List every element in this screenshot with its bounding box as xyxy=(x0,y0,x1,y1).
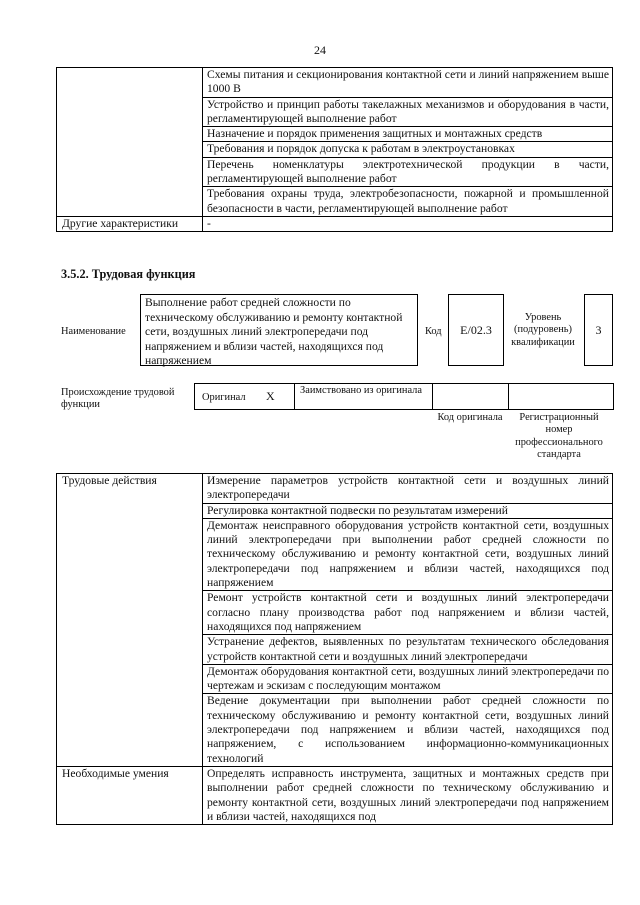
action-item: Демонтаж оборудования контактной сети, воздушных линий электропередачи по чертежам и эскизам с последующим монтажом xyxy=(203,664,613,694)
page-number: 24 xyxy=(314,43,326,57)
actions-table xyxy=(56,473,613,825)
origin-divider xyxy=(432,383,433,410)
level-value: 3 xyxy=(595,322,602,337)
function-name: Выполнение работ средней сложности по техническому обслуживанию и ремонту контактной сети, воздушных линий электропередачи под напряжением и вблизи частей, находящихся под напряжением xyxy=(145,296,403,368)
table-row xyxy=(57,766,613,824)
actions-label: Трудовые действия xyxy=(57,474,203,767)
function-name-box xyxy=(140,294,418,366)
action-item: Демонтаж неисправного оборудования устройств контактной сети, воздушных линий электропередачи при выполнении работ средней сложности по техническому обслуживанию и ремонту контактной сети, воздушных линий электропередачи под напряжением и вблизи частей, находящихся под напряжением xyxy=(203,518,613,590)
code-value: E/02.3 xyxy=(460,322,492,337)
table-cell: Схемы питания и секционирования контактной сети и линий напряжением выше 1000 В xyxy=(203,68,613,98)
code-original-label: Код оригинала xyxy=(437,412,503,423)
table-row xyxy=(57,474,613,504)
origin-label: Происхождение трудовой функции xyxy=(61,387,175,411)
action-item: Ведение документации при выполнении работ средней сложности по техническому обслуживанию и ремонту контактной сети, воздушных линий электропередачи под напряжением и вблизи частей, находящихся под напряжением, с использованием информационно-коммуникационных технологий xyxy=(203,694,613,766)
name-label: Наименование xyxy=(61,326,126,337)
table-cell: Требования охраны труда, электробезопасности, пожарной и промышленной безопасности в части, регламентирующей выполнение работ xyxy=(203,187,613,217)
skill-item: Определять исправность инструмента, защитных и монтажных средств при выполнении работ средней сложности по техническому обслуживанию и ремонту контактной сети, воздушных линий электропередачи под напряжением и вблизи частей, находящихся под xyxy=(203,766,613,824)
table-row xyxy=(57,68,613,98)
table-cell: Перечень номенклатуры электротехнической продукции в части, регламентирующей выполнение работ xyxy=(203,157,613,187)
action-item: Устранение дефектов, выявленных по результатам технического обследования устройств контактной сети и воздушных линий электропередачи xyxy=(203,635,613,665)
table-cell: Требования и порядок допуска к работам в электроустановках xyxy=(203,142,613,157)
borrowed-label: Заимствовано из оригинала xyxy=(300,385,422,396)
other-characteristics-label: Другие характеристики xyxy=(57,216,203,231)
table-row xyxy=(57,216,613,231)
code-value-box xyxy=(448,294,504,366)
other-characteristics-value: - xyxy=(203,216,613,231)
code-label: Код xyxy=(425,326,442,337)
skills-label: Необходимые умения xyxy=(57,766,203,824)
registration-label: Регистрационный номер профессионального стандарта xyxy=(515,412,603,461)
action-item: Ремонт устройств контактной сети и воздушных линий электропередачи согласно плану производства работ под напряжением и вблизи частей, находящихся под напряжением xyxy=(203,591,613,635)
knowledge-table xyxy=(56,67,613,232)
origin-divider xyxy=(508,383,509,410)
level-label: Уровень (подуровень) квалификации xyxy=(511,312,575,348)
action-item: Измерение параметров устройств контактной сети и воздушных линий электропередачи xyxy=(203,474,613,504)
table-cell: Назначение и порядок применения защитных и монтажных средств xyxy=(203,127,613,142)
action-item: Регулировка контактной подвески по результатам измерений xyxy=(203,503,613,518)
origin-divider xyxy=(294,383,295,410)
table-cell-left xyxy=(57,68,203,217)
level-value-box xyxy=(584,294,613,366)
table-cell: Устройство и принцип работы такелажных механизмов и оборудования в части, регламентирующей выполнение работ xyxy=(203,97,613,127)
section-title: 3.5.2. Трудовая функция xyxy=(61,267,196,281)
original-mark: X xyxy=(266,389,275,403)
original-label: Оригинал xyxy=(202,392,246,403)
